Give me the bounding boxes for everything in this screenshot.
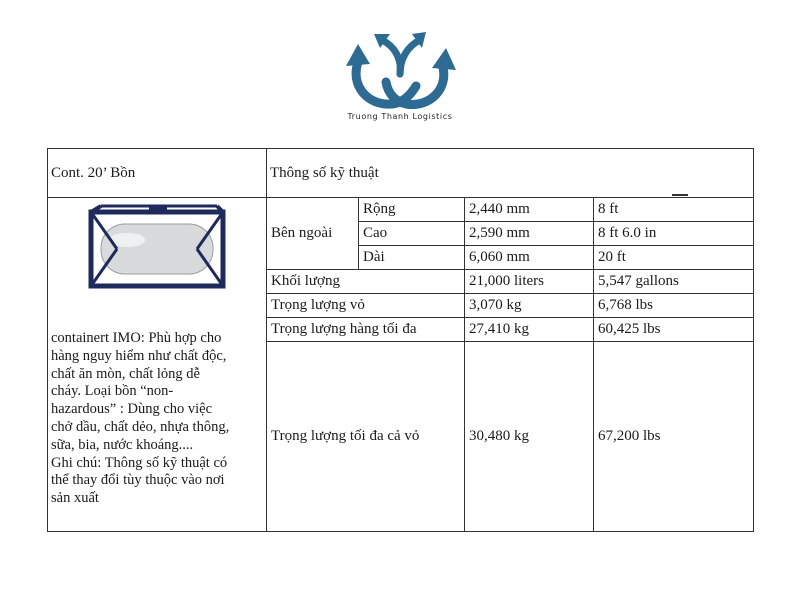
- header-specs: Thông số kỹ thuật: [267, 149, 754, 198]
- table-row: [48, 198, 754, 222]
- exterior-label: Bên ngoài: [267, 198, 359, 270]
- spec-table: [47, 148, 754, 532]
- row-imperial: 60,425 lbs: [594, 318, 754, 342]
- row-label: Cao: [359, 222, 465, 246]
- double-arrow-anchor-logo-icon: [330, 28, 470, 110]
- row-metric: 6,060 mm: [465, 246, 594, 270]
- row-imperial: 20 ft: [594, 246, 754, 270]
- row-imperial: 67,200 lbs: [594, 342, 754, 532]
- row-metric: 3,070 kg: [465, 294, 594, 318]
- row-label: Khối lượng: [267, 270, 465, 294]
- row-metric: 30,480 kg: [465, 342, 594, 532]
- row-label: Trọng lượng hàng tối đa: [267, 318, 465, 342]
- row-metric: 2,590 mm: [465, 222, 594, 246]
- row-imperial: 8 ft 6.0 in: [594, 222, 754, 246]
- product-cell: [48, 198, 267, 532]
- header-row: [48, 149, 754, 198]
- row-label: Dài: [359, 246, 465, 270]
- row-metric: 21,000 liters: [465, 270, 594, 294]
- header-product: Cont. 20’ Bồn: [48, 149, 267, 198]
- row-label: Rộng: [359, 198, 465, 222]
- company-logo: [330, 28, 470, 128]
- company-name: Truong Thanh Logistics: [347, 112, 453, 121]
- row-imperial: 6,768 lbs: [594, 294, 754, 318]
- tank-container-icon: [87, 204, 227, 292]
- row-metric: 27,410 kg: [465, 318, 594, 342]
- row-label: Trọng lượng tối đa cả vỏ: [267, 342, 465, 532]
- row-metric: 2,440 mm: [465, 198, 594, 222]
- row-label: Trọng lượng vỏ: [267, 294, 465, 318]
- row-imperial: 8 ft: [594, 198, 754, 222]
- container-description: containert IMO: Phù hợp cho hàng nguy hiểm như chất độc, chất ăn mòn, chất lỏng dễ cháy. Loại bồn “non- hazardous” : Dùng cho việc chở dầu, chất dẻo, nhựa thông, sữa, bia, nước khoáng.... Ghi chú: Thông số kỹ thuật có thể thay đổi tùy thuộc vào nơi sản xuất: [51, 330, 230, 507]
- row-imperial: 5,547 gallons: [594, 270, 754, 294]
